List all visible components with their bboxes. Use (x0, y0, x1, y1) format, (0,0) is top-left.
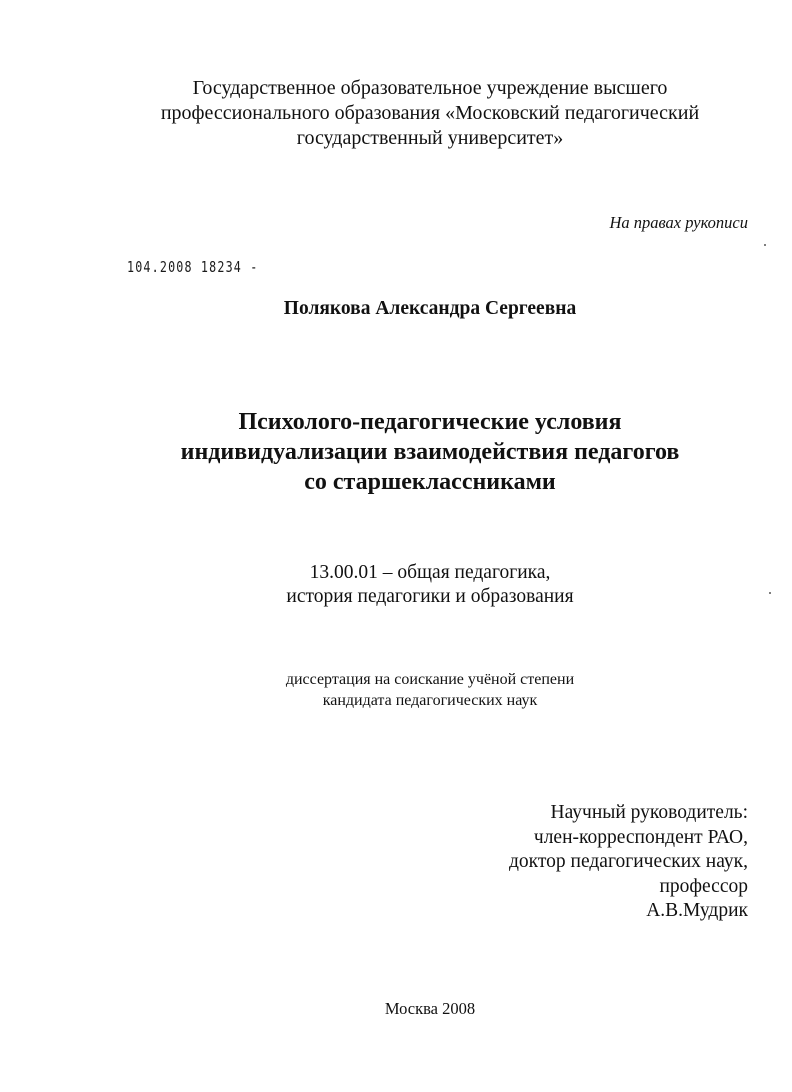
scan-speck (769, 592, 771, 594)
degree-line: кандидата педагогических наук (322, 692, 538, 709)
institution-line: профессионального образования «Московский педагогический (160, 102, 700, 124)
specialty-line: 13.00.01 – общая педагогика, (309, 562, 551, 583)
degree-block (100, 669, 760, 711)
title-line: Психолого-педагогические условия (238, 409, 622, 435)
catalog-number-stamp: 104.2008 18234 - (127, 258, 259, 276)
supervisor-line: А.В.Мудрик (646, 900, 748, 921)
institution-line: Государственное образовательное учреждение высшего (192, 77, 668, 99)
city-year: Москва 2008 (384, 999, 476, 1018)
rights-note: На правах рукописи (609, 213, 748, 232)
institution-line: государственный университет» (296, 127, 564, 149)
scan-speck (764, 244, 766, 246)
supervisor-line: доктор педагогических наук, (509, 851, 748, 872)
institution-block (100, 76, 760, 151)
specialty-line: история педагогики и образования (286, 586, 574, 607)
supervisor-line: член-корреспондент РАО, (533, 826, 748, 848)
title-line: индивидуализации взаимодействия педагогов (180, 439, 680, 465)
supervisor-line: Научный руководитель: (550, 802, 748, 823)
title-line: со старшеклассниками (304, 469, 556, 495)
dissertation-title (80, 407, 780, 497)
supervisor-line: профессор (659, 875, 748, 897)
specialty-block (100, 561, 760, 609)
supervisor-block (509, 801, 748, 924)
author-name: Полякова Александра Сергеевна (283, 298, 577, 319)
degree-line: диссертация на соискание учёной степени (285, 671, 575, 688)
